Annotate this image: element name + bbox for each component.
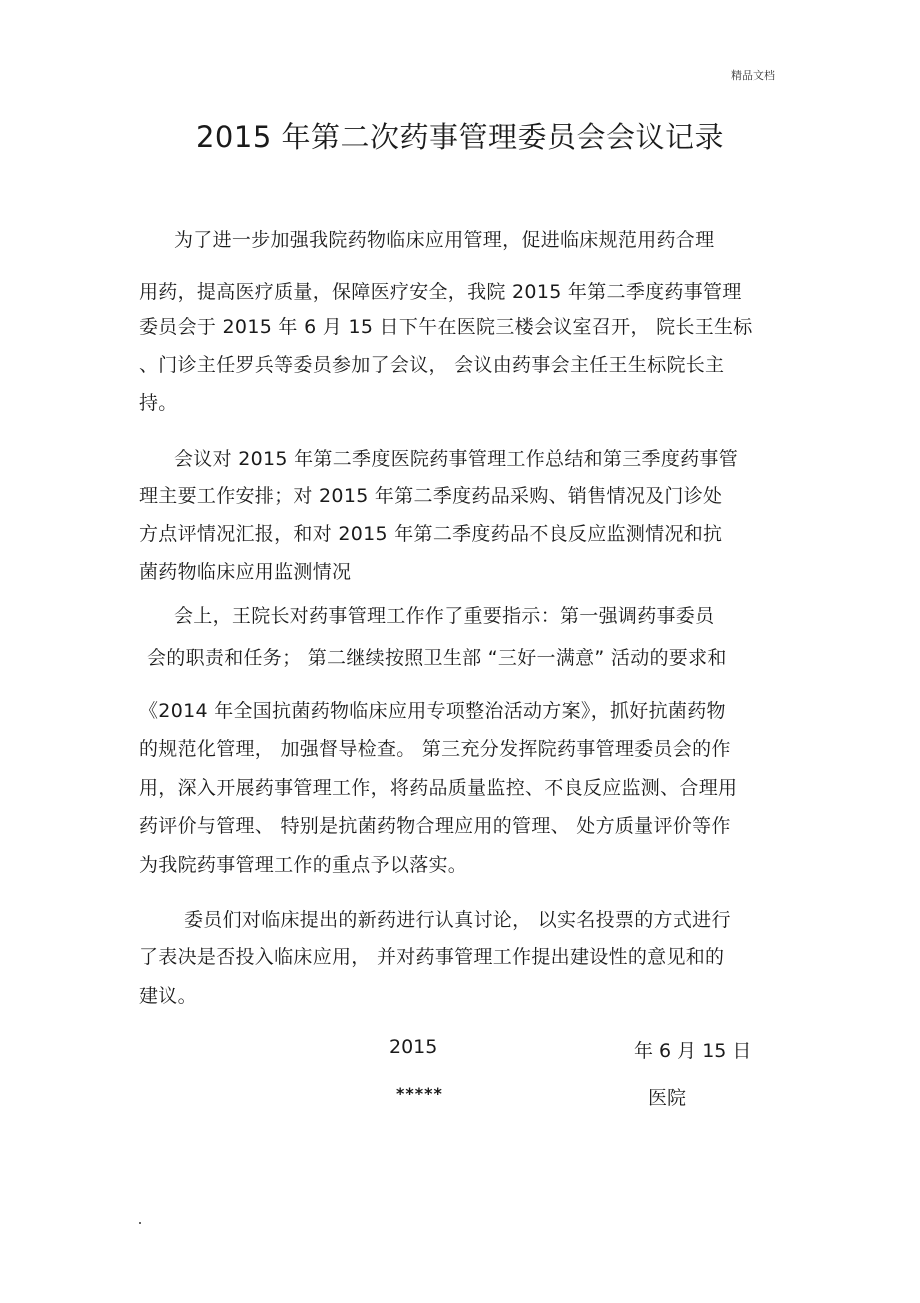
body-line: 为了进一步加强我院药物临床应用管理，促进临床规范用药合理	[174, 229, 715, 251]
body-line: 的规范化管理， 加强督导检查。 第三充分发挥院药事管理委员会的作	[139, 738, 731, 760]
body-line: 《2014 年全国抗菌药物临床应用专项整治活动方案》，抓好抗菌药物	[139, 700, 726, 722]
body-line: 理主要工作安排；对 2015 年第二季度药品采购、销售情况及门诊处	[139, 485, 723, 507]
signature-date: 年 6 月 15 日	[634, 1040, 752, 1062]
body-line: 用，深入开展药事管理工作，将药品质量监控、不良反应监测、合理用	[139, 777, 738, 799]
body-line: 药评价与管理、 特别是抗菌药物合理应用的管理、 处方质量评价等作	[139, 815, 731, 837]
body-line: 、门诊主任罗兵等委员参加了会议， 会议由药事会主任王生标院长主	[139, 354, 725, 376]
body-line: 为我院药事管理工作的重点予以落实。	[139, 854, 468, 876]
body-line: 建议。	[139, 985, 197, 1007]
hospital-suffix: 医院	[648, 1087, 687, 1109]
body-line: 委员会于 2015 年 6 月 15 日下午在医院三楼会议室召开， 院长王生标	[139, 316, 753, 338]
signature-date-year: 2015	[389, 1036, 438, 1058]
hospital-name-masked: *****	[396, 1084, 443, 1103]
body-line: 菌药物临床应用监测情况	[139, 561, 352, 583]
body-line: 委员们对临床提出的新药进行认真讨论， 以实名投票的方式进行	[184, 909, 731, 931]
document-title: 2015 年第二次药事管理委员会会议记录	[195, 120, 725, 154]
body-line: 会议对 2015 年第二季度医院药事管理工作总结和第三季度药事管	[174, 448, 739, 470]
body-line: 了表决是否投入临床应用， 并对药事管理工作提出建设性的意见和的	[139, 946, 725, 968]
body-line: 持。	[139, 392, 178, 414]
page-mark	[139, 1222, 141, 1224]
body-line: 会上，王院长对药事管理工作作了重要指示：第一强调药事委员	[174, 605, 715, 627]
body-line: 会的职责和任务； 第二继续按照卫生部 “三好一满意” 活动的要求和	[147, 647, 727, 669]
body-line: 方点评情况汇报，和对 2015 年第二季度药品不良反应监测情况和抗	[139, 523, 723, 545]
header-tag: 精品文档	[731, 69, 775, 82]
body-line: 用药，提高医疗质量，保障医疗安全，我院 2015 年第二季度药事管理	[139, 281, 742, 303]
